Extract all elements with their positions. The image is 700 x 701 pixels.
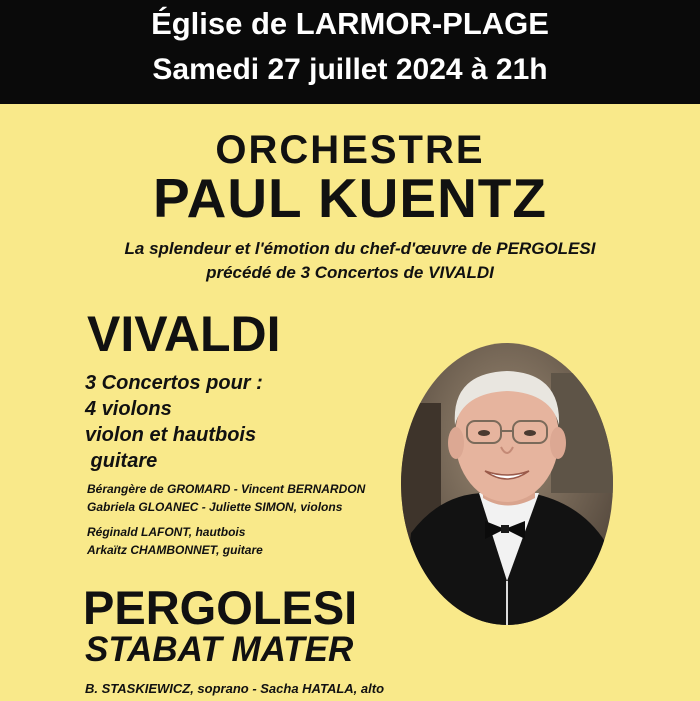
concertos-list <box>85 370 263 474</box>
vivaldi-heading: VIVALDI <box>87 306 281 362</box>
concerto-item: guitare <box>85 450 158 472</box>
player-line: Bérangère de GROMARD - Vincent BERNARDON <box>87 482 366 496</box>
player-line: Gabriela GLOANEC - Juliette SIMON, violons <box>87 500 343 514</box>
venue-title: Église de LARMOR-PLAGE <box>151 6 549 41</box>
player-line: Arkaïtz CHAMBONNET, guitare <box>87 543 263 557</box>
concert-datetime: Samedi 27 juillet 2024 à 21h <box>152 53 548 86</box>
conductor-portrait <box>401 343 613 625</box>
header-banner <box>0 0 700 104</box>
tagline-line-2: précédé de 3 Concertos de VIVALDI <box>206 263 494 282</box>
concerto-item: 4 violons <box>85 398 172 420</box>
orchestra-label: ORCHESTRE <box>215 128 485 172</box>
tagline-line-1: La splendeur et l'émotion du chef-d'œuvre de PERGOLESI <box>124 239 596 258</box>
pergolesi-heading: PERGOLESI <box>83 581 358 634</box>
orchestra-name: PAUL KUENTZ <box>153 167 547 229</box>
player-line: Réginald LAFONT, hautbois <box>87 525 246 539</box>
soloists-line: B. STASKIEWICZ, soprano - Sacha HATALA, alto <box>85 681 385 696</box>
concerto-item: violon et hautbois <box>85 424 257 446</box>
stabat-mater-title: STABAT MATER <box>85 630 354 669</box>
concertos-intro: 3 Concertos pour : <box>85 372 263 394</box>
